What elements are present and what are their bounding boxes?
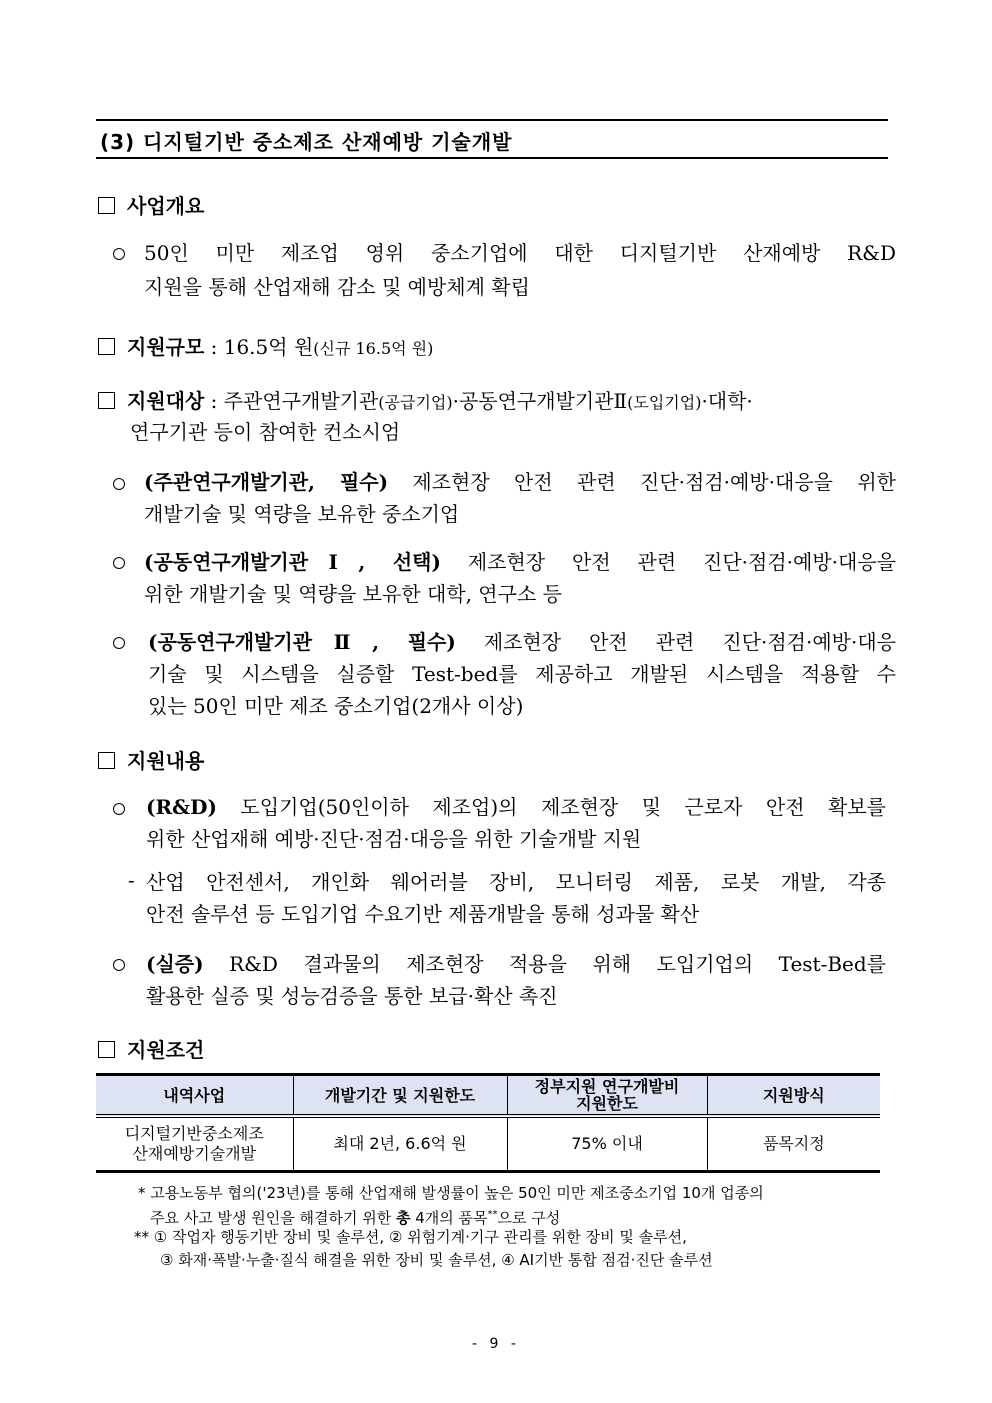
bullet-circle-icon xyxy=(113,478,125,490)
target-bullet-3-line-3: 있는 50인 미만 제조 중소기업(2개사 이상) xyxy=(148,694,524,718)
title-top-rule xyxy=(96,119,888,121)
scale-heading: 지원규모 : 16.5억 원(신규 16.5억 원) xyxy=(98,331,433,360)
bullet-circle-icon xyxy=(113,557,125,569)
content-sub-line-1: 산업 안전센서, 개인화 웨어러블 장비, 모니터링 제품, 로봇 개발, 각종 xyxy=(146,870,886,894)
target-bullet-2-line-1: (공동연구개발기관Ⅰ, 선택) 제조현장 안전 관련 진단·점검·예방·대응을 xyxy=(144,550,896,574)
scale-detail: (신규 16.5억 원) xyxy=(313,339,434,358)
header-period: 개발기간 및 지원한도 xyxy=(293,1075,507,1117)
scale-value: 16.5억 원 xyxy=(223,335,314,359)
overview-heading: 사업개요 xyxy=(98,190,204,219)
checkbox-square-icon xyxy=(98,338,115,355)
overview-line-1: 50인 미만 제조업 영위 중소기업에 대한 디지털기반 산재예방 R&D xyxy=(144,241,896,265)
bullet-circle-icon xyxy=(113,803,125,815)
page-number: - 9 - xyxy=(472,1336,520,1352)
bullet-circle-icon xyxy=(113,637,125,649)
checkbox-square-icon xyxy=(98,752,115,769)
header-gov-ratio: 정부지원 연구개발비 지원한도 xyxy=(507,1075,707,1117)
overview-line-2: 지원을 통해 산업재해 감소 및 예방체계 확립 xyxy=(144,275,530,299)
content-sub-line-2: 안전 솔루션 등 도입기업 수요기반 제품개발을 통해 성과물 확산 xyxy=(146,902,700,926)
cell-method: 품목지정 xyxy=(707,1116,880,1172)
content-bullet-1-line-2: 위한 산업재해 예방·진단·점검·대응을 위한 기술개발 지원 xyxy=(146,827,642,851)
target-line-2: 연구기관 등이 참여한 컨소시엄 xyxy=(130,420,401,444)
content-bullet-2-line-1: (실증) R&D 결과물의 제조현장 적용을 위해 도입기업의 Test-Bed를 xyxy=(146,952,886,976)
note-1-line-2: 주요 사고 발생 원인을 해결하기 위한 총 4개의 품목**으로 구성 xyxy=(150,1209,561,1227)
note-2-line-1: ** ① 작업자 행동기반 장비 및 솔루션, ② 위험기계·기구 관리를 위한 장비 및 솔루션, xyxy=(134,1228,687,1246)
sub-bullet-dash: - xyxy=(128,868,135,892)
target-bullet-1-line-1: (주관연구개발기관, 필수) 제조현장 안전 관련 진단·점검·예방·대응을 위한 xyxy=(144,470,896,494)
bullet-circle-icon xyxy=(113,959,125,971)
title-bottom-rule xyxy=(96,157,888,159)
target-bullet-2-line-2: 위한 개발기술 및 역량을 보유한 대학, 연구소 등 xyxy=(144,582,562,606)
target-bullet-3-line-1: (공동연구개발기관Ⅱ, 필수) 제조현장 안전 관련 진단·점검·예방·대응 xyxy=(148,630,896,654)
header-project: 내역사업 xyxy=(96,1075,293,1117)
header-method: 지원방식 xyxy=(707,1075,880,1117)
table-row xyxy=(96,1116,880,1172)
section-title: (3) 디지털기반 중소제조 산재예방 기술개발 xyxy=(100,130,513,154)
checkbox-square-icon xyxy=(98,197,115,214)
cell-project: 디지털기반중소제조 산재예방기술개발 xyxy=(96,1116,293,1172)
conditions-table xyxy=(96,1073,880,1173)
target-heading: 지원대상 : 주관연구개발기관(공급기업)·공동연구개발기관Ⅱ(도입기업)·대학· xyxy=(98,385,753,414)
cell-ratio: 75% 이내 xyxy=(507,1116,707,1172)
conditions-heading: 지원조건 xyxy=(98,1034,204,1063)
note-2-line-2: ③ 화재·폭발·누출·질식 해결을 위한 장비 및 솔루션, ④ AI기반 통합 점검·진단 솔루션 xyxy=(160,1251,713,1269)
checkbox-square-icon xyxy=(98,1041,115,1058)
content-bullet-2-line-2: 활용한 실증 및 성능검증을 통한 보급·확산 촉진 xyxy=(146,984,558,1008)
content-heading: 지원내용 xyxy=(98,745,204,774)
table-header-row xyxy=(96,1075,880,1117)
bullet-circle-icon xyxy=(113,248,125,260)
checkbox-square-icon xyxy=(98,392,115,409)
content-bullet-1-line-1: (R&D) 도입기업(50인이하 제조업)의 제조현장 및 근로자 안전 확보를 xyxy=(146,795,886,819)
target-bullet-3-line-2: 기술 및 시스템을 실증할 Test-bed를 제공하고 개발된 시스템을 적용할 수 xyxy=(148,662,896,686)
note-1-line-1: * 고용노동부 협의('23년)를 통해 산업재해 발생률이 높은 50인 미만 제조중소기업 10개 업종의 xyxy=(138,1184,764,1202)
cell-period: 최대 2년, 6.6억 원 xyxy=(293,1116,507,1172)
target-bullet-1-line-2: 개발기술 및 역량을 보유한 중소기업 xyxy=(144,502,460,526)
